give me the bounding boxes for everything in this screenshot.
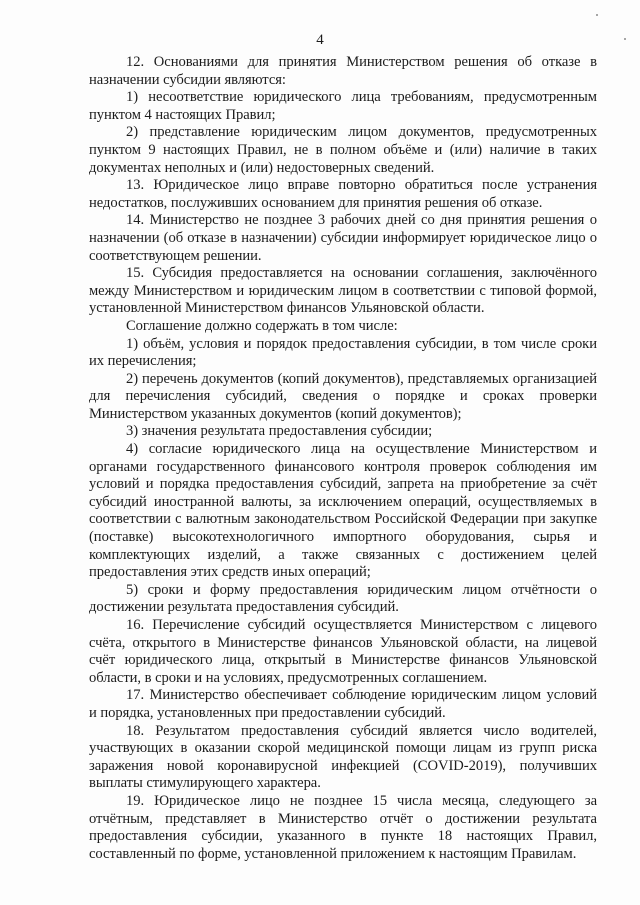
agreement-item-2: 2) перечень документов (копий документов), представляемых организацией для перечисления субсидий, сведения о порядке и сроках проверки Министерством указанных документов (копий документов);	[89, 370, 597, 422]
paragraph-15: 15. Субсидия предоставляется на основании соглашения, заключённого между Министерством и юридическим лицом в соответствии с типовой формой, установленной Министерством финансов Ульяновской области.	[89, 265, 597, 317]
agreement-item-3: 3) значения результата предоставления субсидии;	[126, 423, 433, 440]
paragraph-16: 16. Перечисление субсидий осуществляется Министерством с лицевого счёта, открытого в Министерстве финансов Ульяновской области, на лицевой счёт юридического лица, открытый в Министерстве финансов Ульяновской области, в сроки и на условиях, предусмотренных соглашением.	[89, 617, 597, 686]
agreement-item-4: 4) согласие юридического лица на осуществление Министерством и органами государственного финансового контроля проверок соблюдения им условий и порядка предоставления субсидий, запрета на приобретение за счёт субсидий иностранной валюты, за исключением операций, осуществляемых в соответствии с валютным законодательством Российской Федерации при закупке (поставке) высокотехнологичного импортного оборудования, сырья и комплектующих изделий, а также связанных с достижением целей предоставления этих средств иных операций;	[89, 441, 597, 581]
scan-artifact-dot	[624, 38, 626, 40]
paragraph-12-item-2: 2) представление юридическим лицом документов, предусмотренных пунктом 9 настоящих Правил, не в полном объёме и (или) наличие в таких документах неполных и (или) недостоверных сведений.	[89, 124, 597, 176]
scan-artifact-dot	[596, 14, 598, 16]
paragraph-12-item-1: 1) несоответствие юридического лица требованиям, предусмотренным пунктом 4 настоящих Правил;	[89, 89, 597, 123]
paragraph-19: 19. Юридическое лицо не позднее 15 числа месяца, следующего за отчётным, представляет в Министерство отчёт о достижении результата предоставления субсидии, указанного в пункте 18 настоящих Правил, составленный по форме, установленной приложением к настоящим Правилам.	[89, 792, 597, 862]
paragraph-18: 18. Результатом предоставления субсидий является число водителей, участвующих в оказании скорой медицинской помощи лицам из групп риска заражения новой коронавирусной инфекцией (COVID-2019), получивших выплаты стимулирующего характера.	[89, 722, 597, 792]
page-number: 4	[316, 32, 324, 48]
agreement-intro: Соглашение должно содержать в том числе:	[126, 317, 398, 334]
paragraph-14: 14. Министерство не позднее 3 рабочих дней со дня принятия решения о назначении (об отказе в назначении) субсидии информирует юридическое лицо о соответствующем решении.	[89, 212, 597, 264]
paragraph-13: 13. Юридическое лицо вправе повторно обратиться после устранения недостатков, послуживших основанием для принятия решения об отказе.	[89, 177, 597, 211]
document-body	[89, 54, 597, 863]
agreement-item-5: 5) сроки и форму предоставления юридическим лицом отчётности о достижении результата предоставления субсидий.	[89, 581, 597, 616]
agreement-item-1: 1) объём, условия и порядок предоставления субсидии, в том числе сроки их перечисления;	[89, 335, 597, 370]
paragraph-12: 12. Основаниями для принятия Министерством решения об отказе в назначении субсидии являются:	[89, 54, 597, 88]
paragraph-17: 17. Министерство обеспечивает соблюдение юридическим лицом условий и порядка, установленных при предоставлении субсидий.	[89, 687, 597, 721]
